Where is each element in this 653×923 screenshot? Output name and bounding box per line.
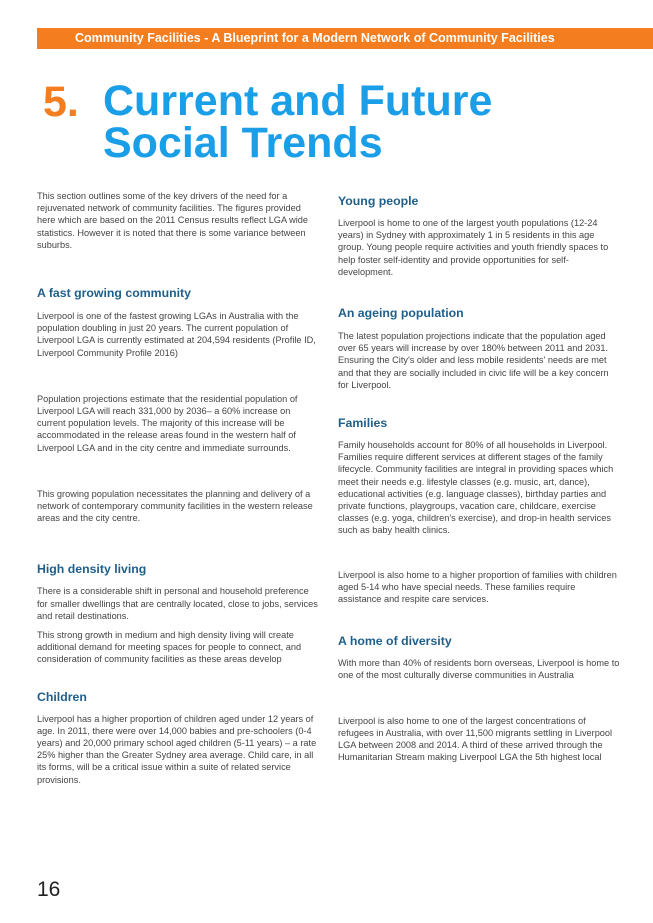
growing-paragraph-2: Population projections estimate that the residential population of Liverpool LGA will reach 331,000 by 2036– a 60% increase on current population levels. The majority of this increase will be accommodated in the release areas found in the western half of Liverpool LGA and in the city centre and immediate surrounds. xyxy=(37,393,298,453)
section-heading-line1: Current and Future xyxy=(103,77,493,125)
heading-diversity: A home of diversity xyxy=(338,634,452,649)
page-number: 16 xyxy=(37,878,61,901)
density-paragraph-1: There is a considerable shift in personal and household preference for smaller dwellings that are centrally located, close to jobs, services and retail destinations. xyxy=(37,586,318,621)
families-paragraph-1: Family households account for 80% of all households in Liverpool. Families require different services at different stages of the family lifecycle. Community facilities are integral in providing spaces which meet their needs e.g. lifestyle classes (e.g. music, art, dance), educational activities (e.g. language classes), birthday parties and private functions, playgroups, vacation care, childcare, exercise classes (e.g. yoga, children's exercise), and drop-in health services such as baby health clinics. xyxy=(338,440,614,536)
growing-paragraph-3: This growing population necessitates the planning and delivery of a network of contemporary community facilities in the western release areas and the city centre. xyxy=(37,488,313,524)
header-banner: Community Facilities - A Blueprint for a Modern Network of Community Facilities xyxy=(37,28,653,49)
diversity-paragraph-2: Liverpool is also home to one of the largest concentrations of refugees in Australia, with over 11,500 migrants settling in Liverpool LGA between 2008 and 2014. A third of these arrived through the Humanitarian Stream making Liverpool LGA the 5th highest local xyxy=(338,715,613,763)
diversity-paragraph-1: With more than 40% of residents born overseas, Liverpool is home to one of the most culturally diverse communities in Australia xyxy=(338,658,620,681)
right-column xyxy=(338,180,620,763)
section-heading-line2: Social Trends xyxy=(103,119,383,167)
left-column xyxy=(37,180,319,786)
heading-high-density: High density living xyxy=(37,562,147,577)
children-paragraph: Liverpool has a higher proportion of children aged under 12 years of age. In 2011, there were over 14,000 babies and pre-schoolers (0-4 years) and 20,000 primary school aged children (5-11 years) – a rate 25% higher than the Greater Sydney area average. Child care, in all its forms, will be a critical issue within a suite of related service provisions. xyxy=(37,713,317,785)
heading-children: Children xyxy=(37,689,87,704)
growing-paragraph-1: Liverpool is one of the fastest growing LGAs in Australia with the population doubling in just 20 years. The current population of Liverpool LGA is currently estimated at 204,594 residents (Profile ID, Liverpool Community Profile 2016) xyxy=(37,311,316,358)
families-paragraph-2: Liverpool is also home to a higher proportion of families with children aged 5-14 who have special needs. These families require assistance and respite care services. xyxy=(338,569,617,605)
section-number: 5. xyxy=(43,78,79,126)
intro-paragraph: This section outlines some of the key drivers of the need for a rejuvenated network of community facilities. The figures provided here which are based on the 2011 Census results reflect LGA wide statistics. However it is noted that there is some variance between suburbs. xyxy=(37,191,309,250)
heading-families: Families xyxy=(338,416,388,431)
section-heading xyxy=(103,77,493,167)
heading-young-people: Young people xyxy=(338,194,419,208)
heading-ageing: An ageing population xyxy=(338,306,464,321)
ageing-paragraph: The latest population projections indicate that the population aged over 65 years will increase by over 180% between 2011 and 2031. Ensuring the City's older and less mobile residents' needs are met and that they are socially included in civic life will be a key concern for Liverpool. xyxy=(338,331,609,390)
density-paragraph-2: This strong growth in medium and high density living will create additional demand for meeting spaces for people to connect, and consideration of community facilities as these areas develop xyxy=(37,630,302,665)
young-paragraph: Liverpool is home to one of the largest youth populations (12-24 years) in Sydney with approximately 1 in 5 residents in this age group. Young people require activities and youth friendly spaces to help foster self-identity and provide opportunities for self-development. xyxy=(338,218,609,277)
heading-fast-growing: A fast growing community xyxy=(37,286,191,301)
